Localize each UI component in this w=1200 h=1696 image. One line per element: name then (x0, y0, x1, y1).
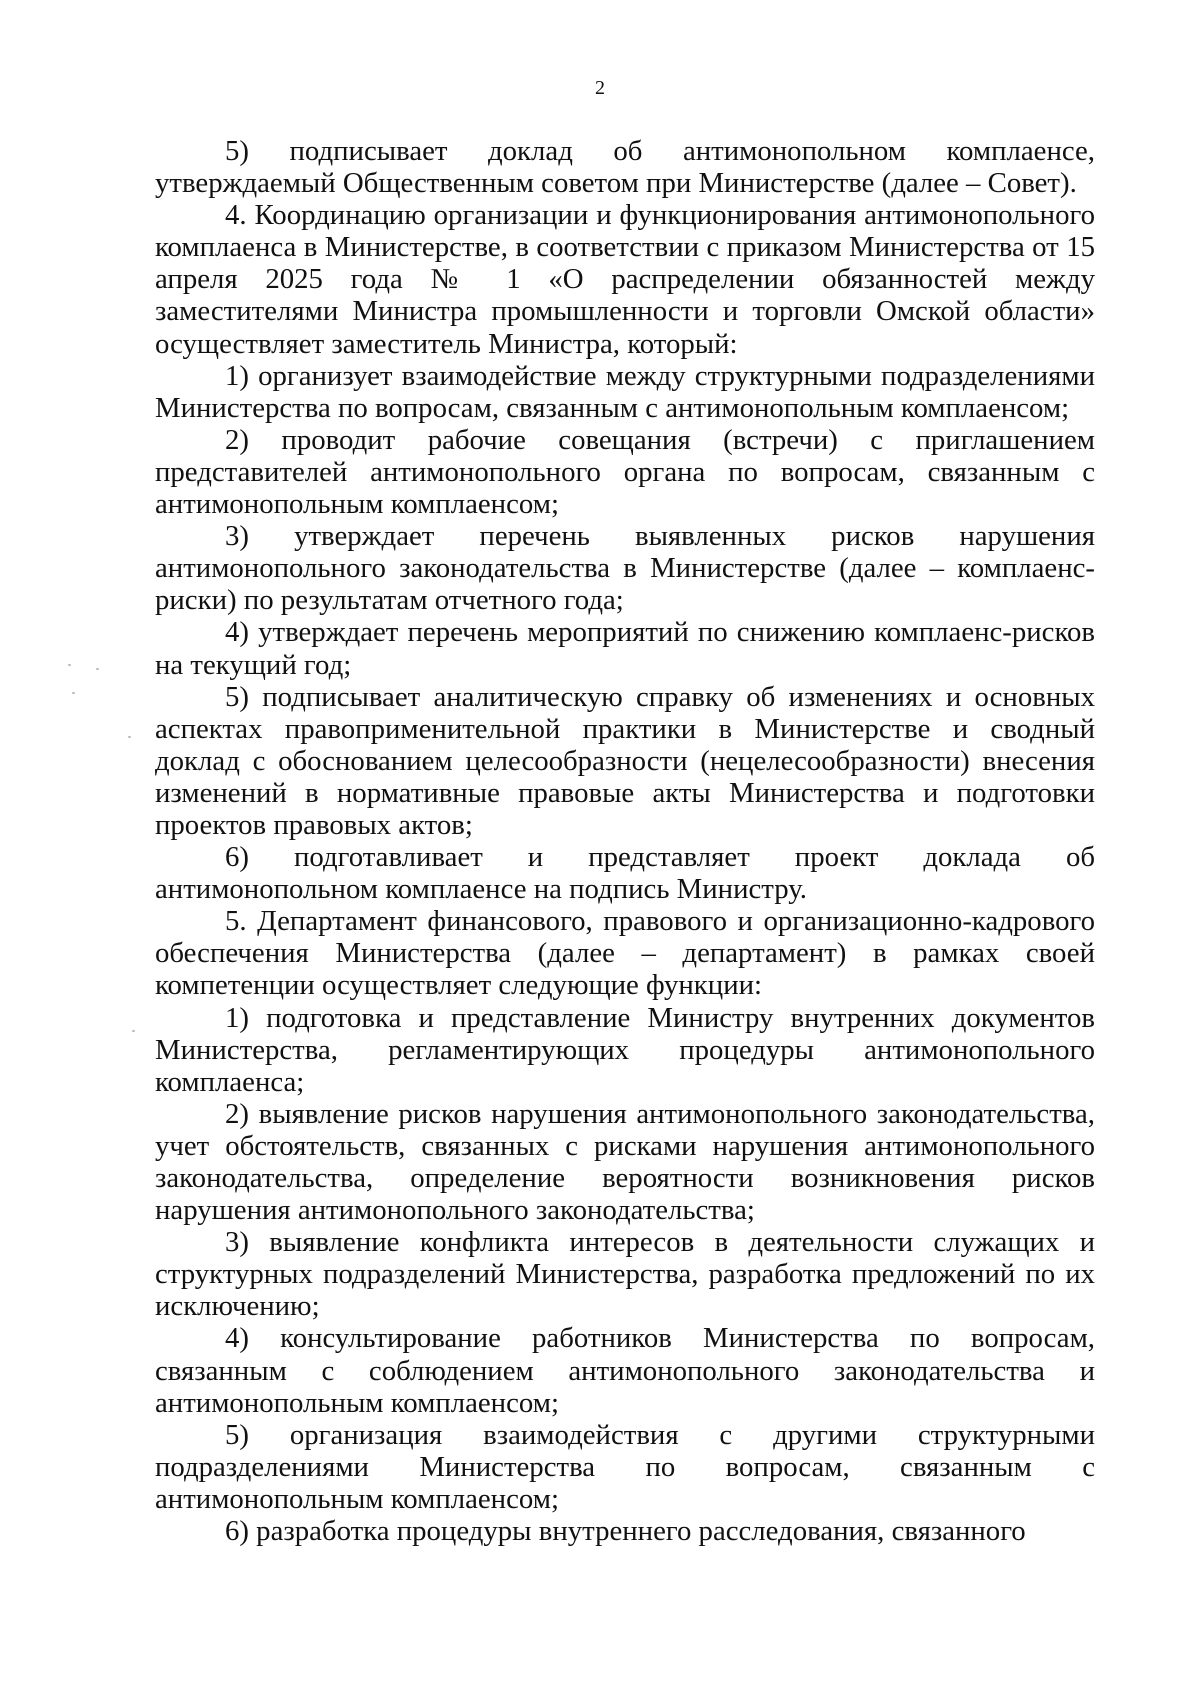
page-number: 2 (595, 77, 605, 99)
paragraph-clause-5-sign-report: 5) подписывает доклад об антимонопольном комплаенсе, утверждаемый Общественным советом при Министерстве (далее – Совет). (155, 135, 1095, 200)
paragraph-section-5-item-6: 6) разработка процедуры внутреннего расследования, связанного (225, 1515, 1026, 1548)
paragraph-section-4-item-3: 3) утверждает перечень выявленных рисков нарушения антимонопольного законодательства в Министерстве (далее – комплаенс-риски) по результатам отчетного года; (155, 520, 1095, 617)
scan-speck (128, 736, 131, 738)
paragraph-section-4-item-2: 2) проводит рабочие совещания (встречи) с приглашением представителей антимонопольного органа по вопросам, связанным с антимонопольным комплаенсом; (155, 423, 1095, 521)
paragraph-section-5-item-1: 1) подготовка и представление Министру внутренних документов Министерства, регламентирующих процедуры антимонопольного комплаенса; (155, 1001, 1095, 1098)
scan-speck (132, 1030, 135, 1032)
scan-speck (72, 692, 75, 694)
scan-speck (68, 664, 71, 666)
paragraph-section-5-item-5: 5) организация взаимодействия с другими структурными подразделениями Министерства по вопросам, связанным с антимонопольным комплаенсом; (155, 1418, 1095, 1515)
paragraph-section-4-item-6: 6) подготавливает и представляет проект доклада об антимонопольном комплаенсе на подпись Министру. (155, 841, 1095, 906)
paragraph-section-5-item-4: 4) консультирование работников Министерства по вопросам, связанным с соблюдением антимонопольного законодательства и антимонопольным комплаенсом; (155, 1322, 1095, 1419)
paragraph-section-4-item-1: 1) организует взаимодействие между структурными подразделениями Министерства по вопросам, связанным с антимонопольным комплаенсом; (155, 359, 1095, 424)
paragraph-section-4-item-5: 5) подписывает аналитическую справку об изменениях и основных аспектах правоприменительной практики в Министерстве и сводный доклад с обоснованием целесообразности (нецелесообразности) внесения изменений в нормативные правовые акты Министерства и подготовки проектов правовых актов; (155, 680, 1095, 841)
paragraph-section-5-item-2: 2) выявление рисков нарушения антимонопольного законодательства, учет обстоятельств, связанных с рисками нарушения антимонопольного законодательства, определение вероятности возникновения рисков нарушения антимонопольного законодательства; (155, 1097, 1095, 1227)
paragraph-section-4: 4. Координацию организации и функционирования антимонопольного комплаенса в Министерстве, в соответствии с приказом Министерства от 15 апреля 2025 года № 1 «О распределении обязанностей между заместителями Министра промышленности и торговли Омской области» осуществляет заместитель Министра, который: (155, 199, 1095, 360)
scan-speck (96, 668, 99, 670)
paragraph-section-5: 5. Департамент финансового, правового и организационно-кадрового обеспечения Министерства (далее – департамент) в рамках своей компетенции осуществляет следующие функции: (155, 905, 1095, 1002)
document-body (155, 135, 1095, 1547)
paragraph-section-5-item-3: 3) выявление конфликта интересов в деятельности служащих и структурных подразделений Министерства, разработка предложений по их исключению; (155, 1226, 1095, 1323)
paragraph-section-4-item-4: 4) утверждает перечень мероприятий по снижению комплаенс-рисков на текущий год; (155, 616, 1095, 681)
